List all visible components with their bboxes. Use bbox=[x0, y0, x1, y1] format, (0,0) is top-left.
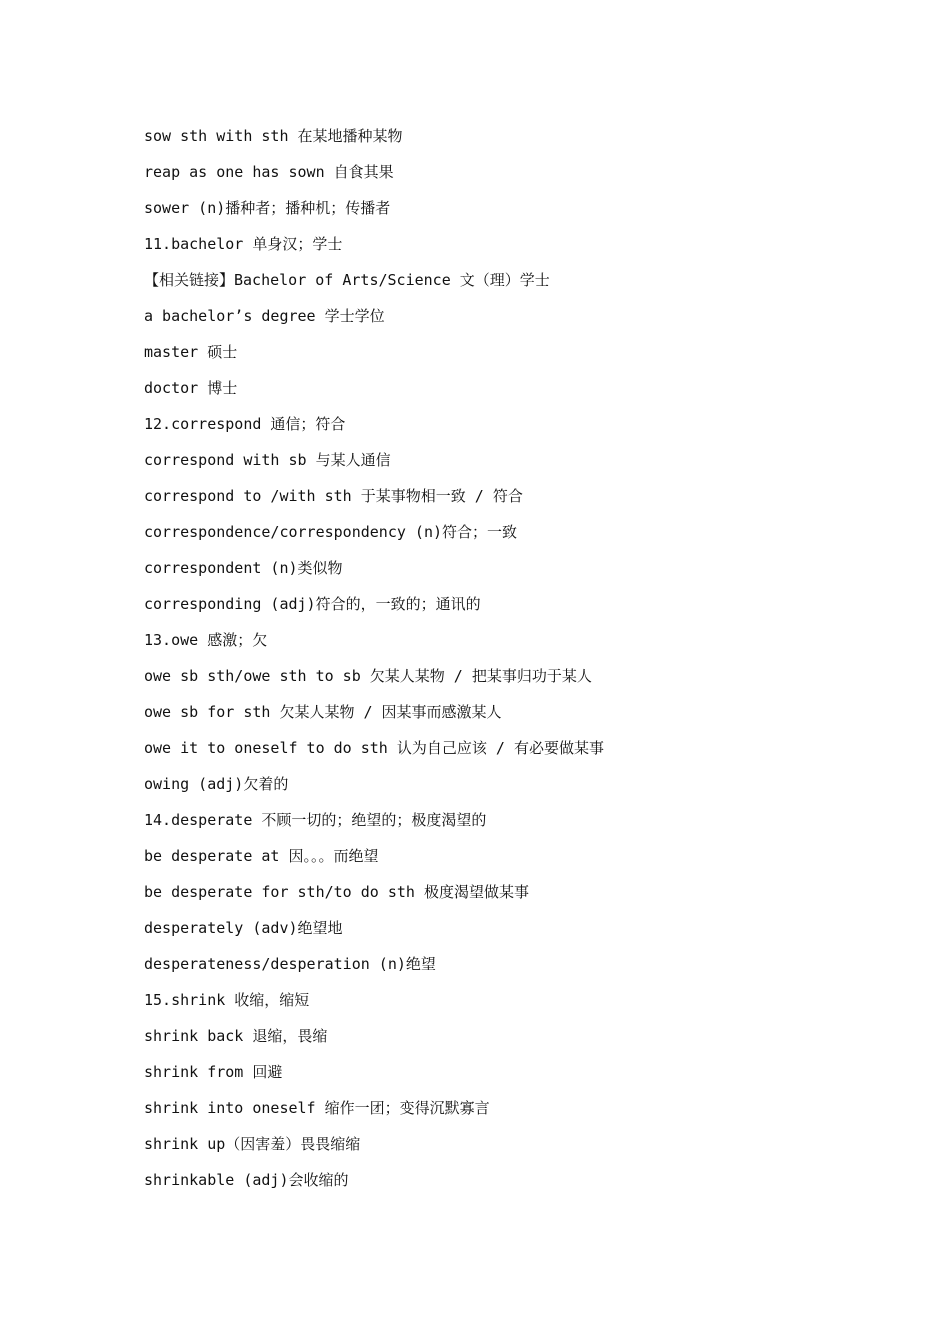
text-line: 13.owe 感激；欠 bbox=[144, 631, 268, 649]
text-line: be desperate at 因。。。而绝望 bbox=[144, 847, 379, 865]
text-line: owe sb for sth 欠某人某物 / 因某事而感激某人 bbox=[144, 703, 502, 721]
text-line: shrink back 退缩，畏缩 bbox=[144, 1027, 328, 1045]
text-line: correspondence/correspondency (n)符合；一致 bbox=[144, 523, 518, 541]
text-line: shrink into oneself 缩作一团；变得沉默寡言 bbox=[144, 1099, 490, 1117]
text-line: doctor 博士 bbox=[144, 379, 238, 397]
text-line: sow sth with sth 在某地播种某物 bbox=[144, 127, 403, 145]
text-line: 14.desperate 不顾一切的；绝望的；极度渴望的 bbox=[144, 811, 487, 829]
text-line: owe it to oneself to do sth 认为自己应该 / 有必要做某事 bbox=[144, 739, 604, 757]
text-line: 【相关链接】Bachelor of Arts/Science 文（理）学士 bbox=[144, 271, 550, 289]
text-line: owe sb sth/owe sth to sb 欠某人某物 / 把某事归功于某人 bbox=[144, 667, 592, 685]
text-line: correspond with sb 与某人通信 bbox=[144, 451, 391, 469]
text-line: shrink from 回避 bbox=[144, 1063, 283, 1081]
text-line: correspond to /with sth 于某事物相一致 / 符合 bbox=[144, 487, 523, 505]
text-line: master 硕士 bbox=[144, 343, 238, 361]
text-line: owing (adj)欠着的 bbox=[144, 775, 289, 793]
text-line: shrink up（因害羞）畏畏缩缩 bbox=[144, 1135, 361, 1153]
text-line: 12.correspond 通信；符合 bbox=[144, 415, 346, 433]
vocabulary-list bbox=[144, 124, 904, 1204]
text-line: 15.shrink 收缩，缩短 bbox=[144, 991, 310, 1009]
text-line: desperately (adv)绝望地 bbox=[144, 919, 343, 937]
text-line: a bachelor’s degree 学士学位 bbox=[144, 307, 385, 325]
text-line: be desperate for sth/to do sth 极度渴望做某事 bbox=[144, 883, 529, 901]
text-line: 11.bachelor 单身汉；学士 bbox=[144, 235, 343, 253]
text-line: corresponding (adj)符合的，一致的；通讯的 bbox=[144, 595, 481, 613]
text-line: shrinkable (adj)会收缩的 bbox=[144, 1171, 349, 1189]
text-line: desperateness/desperation (n)绝望 bbox=[144, 955, 436, 973]
text-line: correspondent (n)类似物 bbox=[144, 559, 343, 577]
text-line: sower (n)播种者；播种机；传播者 bbox=[144, 199, 391, 217]
text-line: reap as one has sown 自食其果 bbox=[144, 163, 394, 181]
